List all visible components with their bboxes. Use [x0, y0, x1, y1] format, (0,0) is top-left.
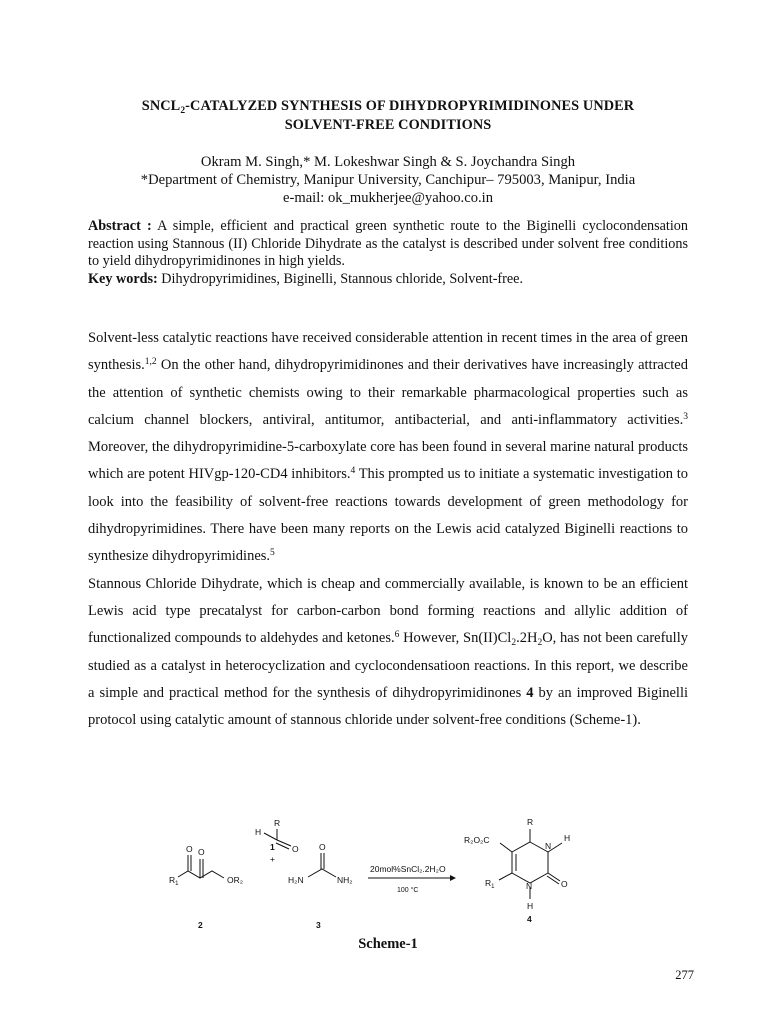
citation-1: 1,2: [144, 357, 157, 368]
product-n2-label: N: [526, 881, 533, 891]
abstract-label: Abstract :: [88, 218, 152, 234]
ketoester-chain: [178, 871, 224, 878]
product-ring: [512, 842, 548, 883]
label-3: 3: [316, 920, 321, 930]
citation-2: 3: [683, 411, 688, 422]
product-h-label: H: [564, 833, 571, 843]
urea-o-label: O: [319, 842, 326, 852]
title-subscript: 2: [180, 106, 186, 116]
ketoester-o2-label: O: [186, 844, 193, 854]
conditions-label: 20mol%SnCl₂.2H₂O: [370, 864, 446, 874]
p2-sub-1: 2: [511, 638, 517, 649]
abstract-text: A simple, efficient and practical green synthetic route to the Biginelli cyclocondensation reaction using Stannous (II) Chloride Dihydrate as the catalyst is described under solvent free conditions to yield dihydropyrimidinones in high yields.: [88, 218, 688, 269]
author-names: Okram M. Singh,* M. Lokeshwar Singh & S. Joychandra Singh: [200, 154, 576, 170]
p1-text-d: This prompted us to initiate a systematic investigation to look into the feasibility of solvent-free reactions towards development of green methodology for dihydropyrimidines. There have been many reports on the Lewis acid catalyzed Biginelli reactions to synthesize dihydropyrimidines.: [88, 466, 688, 565]
scheme-caption: Scheme-1: [358, 936, 418, 952]
scheme-1-diagram: [150, 815, 610, 935]
ketoester-or2-label: OR₂: [227, 875, 244, 885]
keywords-text: Dihydropyrimidines, Biginelli, Stannous chloride, Solvent-free.: [157, 270, 524, 287]
product-r-label: R: [527, 817, 534, 827]
citation-3: 4: [350, 466, 356, 477]
product-o-label: O: [561, 879, 568, 889]
product-n-label: N: [545, 841, 552, 851]
urea-nh2-label: NH₂: [337, 875, 353, 885]
ketoester-r1-label: $R_1$: [169, 875, 179, 887]
abstract: [88, 218, 688, 288]
keywords-label: Key words:: [88, 270, 158, 287]
p2-text-e: by an improved Biginelli protocol using catalytic amount of stannous chloride under solvent-free conditions (Scheme-1).: [88, 684, 689, 729]
paragraph-2: [88, 571, 688, 735]
citation-4: 5: [270, 548, 275, 559]
affiliation: *Department of Chemistry, Manipur University, Canchipur– 795003, Manipur, India: [140, 172, 636, 188]
title-rest: -CATALYZED SYNTHESIS OF DIHYDROPYRIMIDINONES UNDER: [185, 98, 635, 114]
keywords: [88, 271, 688, 289]
plus-sign: +: [270, 854, 275, 864]
label-1: 1: [270, 842, 275, 852]
reaction-arrow-head: [450, 875, 456, 881]
product-co-bond: [548, 873, 560, 881]
aldehyde-co-bond: [277, 840, 291, 846]
p1-text-a: Solvent-less catalytic reactions have received considerable attention in recent times in the area of green synthesis.: [88, 330, 688, 374]
compound-4-ref: 4: [526, 684, 534, 701]
paragraph-1: [88, 325, 688, 571]
p2-sub-2: 2: [537, 638, 543, 649]
author-block: [80, 153, 696, 207]
urea-chain: [308, 869, 336, 877]
temperature-label: 100 °C: [397, 887, 419, 894]
title-prefix: SNCL: [141, 98, 181, 114]
product-r1-bond: [499, 873, 512, 880]
label-4: 4: [527, 914, 532, 924]
p2-text-d: O, has not been carefully studied as a catalyst in heterocyclization and cyclocondensatioon reactions. In this report, we describe a simple and practical method for the synthesis of dihydropyrimidinones: [88, 630, 688, 701]
body-text: [88, 325, 688, 734]
paper-title: [80, 97, 696, 135]
p2-text-c: .2H: [516, 630, 538, 647]
aldehyde-h-bond: [264, 833, 277, 840]
product-ester-label: R₂O₂C: [464, 835, 490, 845]
citation-5: 6: [394, 630, 400, 641]
label-2: 2: [198, 920, 203, 930]
urea-h2n-label: H₂N: [288, 875, 304, 885]
product-r1-label: $R_1$: [485, 878, 495, 890]
aldehyde-o-label: O: [292, 844, 299, 854]
p2-text-a: Stannous Chloride Dihydrate, which is cheap and commercially available, is known to be an efficient Lewis acid type precatalyst for carbon-carbon bond forming reactions and allylic addition of functionalized compounds to aldehydes and ketones.: [88, 575, 688, 647]
title-line-2: SOLVENT-FREE CONDITIONS: [284, 117, 492, 133]
abstract-paragraph: [88, 218, 688, 271]
ketoester-o1-label: O: [198, 847, 205, 857]
product-co-double: [547, 876, 559, 884]
p2-text-b: However, Sn(II)Cl: [399, 630, 512, 647]
product-ester-bond: [500, 843, 512, 852]
product-h2-label: H: [527, 901, 534, 911]
page-number: 277: [675, 968, 694, 982]
aldehyde-r-label: R: [274, 818, 281, 828]
email: e-mail: ok_mukherjee@yahoo.co.in: [283, 190, 493, 206]
p1-text-b: On the other hand, dihydropyrimidinones and their derivatives have increasingly attracted the attention of synthetic chemists owing to their remarkable pharmacological properties such as calcium channel blockers, antiviral, antitumor, antibacterial, and anti-inflammatory activities.: [88, 357, 688, 428]
aldehyde-h-label: H: [255, 827, 262, 837]
p1-text-c: Moreover, the dihydropyrimidine-5-carboxylate core has been found in several marine natural products which are potent HIVgp-120-CD4 inhibitors.: [88, 439, 688, 483]
